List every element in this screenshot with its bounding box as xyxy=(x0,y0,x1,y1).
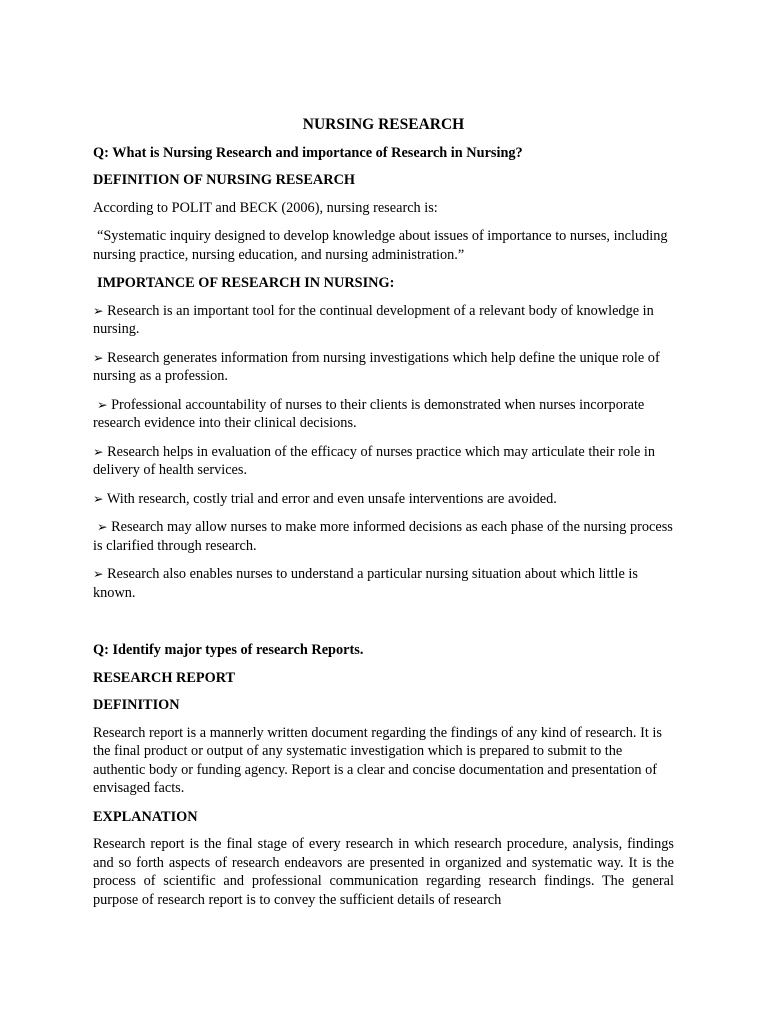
bullet-item-4 xyxy=(93,443,674,480)
arrow-bullet-icon: ➢ xyxy=(93,349,104,365)
question-1: Q: What is Nursing Research and importance of Research in Nursing? xyxy=(93,144,523,161)
bullet-text: Research may allow nurses to make more informed decisions as each phase of the nursing process is clarified through research. xyxy=(93,519,673,554)
bullet-text: With research, costly trial and error and even unsafe interventions are avoided. xyxy=(106,490,557,507)
explanation-text: Research report is the final stage of every research in which research procedure, analysis, findings and so forth aspects of research endeavors are presented in organized and systematic way. It is the process of scientific and professional communication regarding research findings. The general purpose of research report is to convey the sufficient details of research xyxy=(93,836,674,908)
section-spacer xyxy=(93,612,674,641)
bullet-item-7 xyxy=(93,565,674,602)
bullet-text: Professional accountability of nurses to their clients is demonstrated when nurses incorporate research evidence into their clinical decisions. xyxy=(93,396,645,431)
arrow-bullet-icon: ➢ xyxy=(93,566,104,581)
definition-intro: According to POLIT and BECK (2006), nursing research is: xyxy=(93,199,438,216)
report-definition-text: Research report is a mannerly written document regarding the findings of any kind of research. It is the final product or output of any systematic investigation which is prepared to submit to the authentic body or funding agency. Report is a clear and concise documentation and presentation of envisaged facts. xyxy=(93,724,662,796)
page-title: NURSING RESEARCH xyxy=(302,116,465,133)
bullet-item-1 xyxy=(93,302,674,339)
importance-heading: IMPORTANCE OF RESEARCH IN NURSING: xyxy=(97,275,395,291)
definition-heading: DEFINITION OF NURSING RESEARCH xyxy=(93,172,356,188)
arrow-bullet-icon: ➢ xyxy=(93,302,104,318)
bullet-text: Research also enables nurses to understand a particular nursing situation about which little is known. xyxy=(93,566,638,601)
bullet-text: Research is an important tool for the continual development of a relevant body of knowledge in nursing. xyxy=(93,302,654,337)
bullet-item-2 xyxy=(93,349,674,386)
bullet-item-5 xyxy=(93,490,674,509)
bullet-item-3 xyxy=(93,396,674,433)
arrow-bullet-icon: ➢ xyxy=(97,396,108,412)
bullet-text: Research helps in evaluation of the efficacy of nurses practice which may articulate their role in delivery of health services. xyxy=(93,443,656,478)
bullet-text: Research generates information from nursing investigations which help define the unique role of nursing as a profession. xyxy=(93,349,660,384)
report-definition-heading: DEFINITION xyxy=(93,697,180,713)
bullet-item-6 xyxy=(93,518,674,555)
arrow-bullet-icon: ➢ xyxy=(97,519,108,534)
arrow-bullet-icon: ➢ xyxy=(93,443,104,459)
definition-quote: “Systematic inquiry designed to develop knowledge about issues of importance to nurses, including nursing practice, nursing education, and nursing administration.” xyxy=(93,228,668,263)
question-2: Q: Identify major types of research Reports. xyxy=(93,642,364,658)
report-heading: RESEARCH REPORT xyxy=(93,669,236,686)
arrow-bullet-icon: ➢ xyxy=(93,490,104,506)
explanation-heading: EXPLANATION xyxy=(93,808,198,825)
